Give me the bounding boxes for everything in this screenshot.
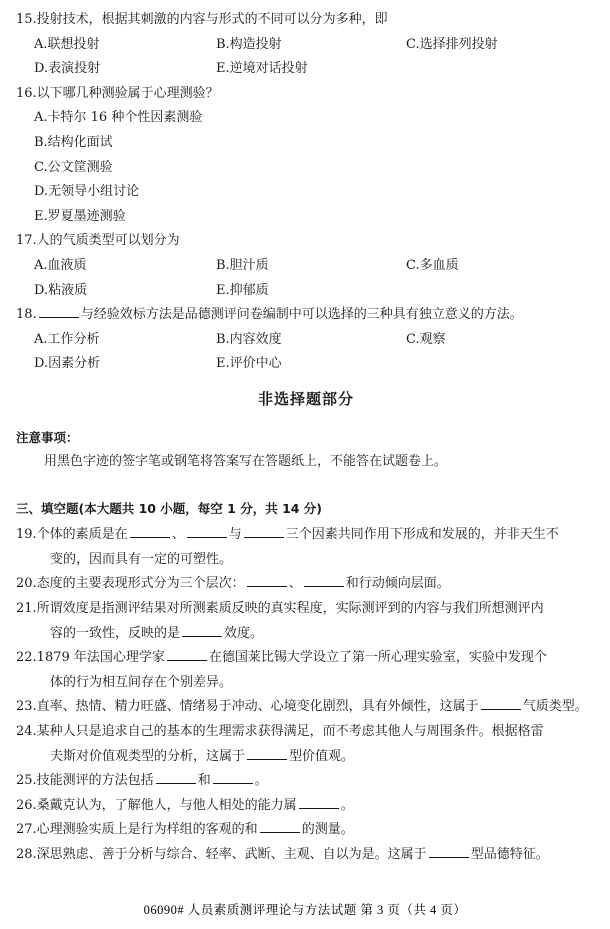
question-20 (16, 572, 596, 597)
stem-text: 20.态度的主要表现形式分为三个层次： (16, 576, 245, 592)
answer-blank (247, 746, 287, 760)
question-line (16, 622, 596, 647)
stem-text: 与经验效标方法是品德测评问卷编制中可以选择的三种具有独立意义的方法。 (80, 307, 523, 323)
stem-text: 。 (340, 797, 354, 813)
options (16, 254, 596, 303)
stem-text: 27.心理测验实质上是行为样组的客观的和 (16, 822, 258, 838)
question-23 (16, 695, 596, 720)
option-c: C.多血质 (406, 257, 459, 273)
question-line (16, 794, 596, 819)
answer-blank (167, 647, 207, 661)
option-c: C.公文筐测验 (34, 159, 113, 175)
option-b: B.胆汁质 (216, 257, 269, 273)
question-25 (16, 769, 596, 794)
question-22 (16, 646, 596, 695)
stem-text: 和行动倾向层面。 (345, 576, 450, 592)
part-heading: 三、填空题(本大题共 10 小题，每空 1 分，共 14 分) (16, 500, 323, 516)
stem-text: 气质类型。 (522, 699, 588, 715)
stem-text: 23.直率、热情、精力旺盛、情绪易于冲动、心境变化剧烈，具有外倾性，这属于 (16, 699, 479, 715)
answer-blank (481, 696, 521, 710)
answer-blank (187, 524, 227, 538)
options (16, 106, 596, 229)
question-line (16, 523, 596, 548)
question-26 (16, 794, 596, 819)
option-a: A.血液质 (34, 257, 87, 273)
option-a: A.联想投射 (34, 36, 100, 52)
stem-text: 22.1879 年法国心理学家 (16, 650, 165, 666)
option-b: B.结构化面试 (34, 134, 113, 150)
answer-blank (429, 844, 469, 858)
answer-blank (213, 770, 253, 784)
question-line (16, 843, 596, 868)
option-d: D.粘液质 (34, 282, 88, 298)
stem-text: 型价值观。 (289, 748, 355, 764)
answer-blank (247, 573, 287, 587)
question-line: 变的，因而具有一定的可塑性。 (50, 551, 233, 567)
stem-text: 、 (288, 576, 302, 592)
question-28 (16, 843, 596, 868)
stem-text: 的测量。 (301, 822, 354, 838)
options (16, 33, 596, 82)
option-a: A.工作分析 (34, 331, 100, 347)
option-b: B.内容效度 (216, 331, 282, 347)
question-stem (16, 303, 596, 328)
stem-text: 26.桑戴克认为，了解他人，与他人相处的能力属 (16, 797, 297, 813)
question-line: 体的行为相互间存在个别差异。 (50, 674, 233, 690)
answer-blank (260, 819, 300, 833)
question-17 (16, 229, 596, 303)
answer-blank (244, 524, 284, 538)
option-b: B.构造投射 (216, 36, 282, 52)
question-stem: 15.投射技术，根据其刺激的内容与形式的不同可以分为多种，即 (16, 12, 388, 27)
stem-text: 夫斯对价值观类型的分析，这属于 (50, 748, 246, 764)
option-e: E.抑郁质 (216, 282, 269, 298)
question-16 (16, 82, 596, 230)
question-stem: 16.以下哪几种测验属于心理测验？ (16, 85, 219, 101)
question-24 (16, 720, 596, 769)
answer-blank (156, 770, 196, 784)
option-d: D.表演投射 (34, 61, 101, 77)
option-c: C.选择排列投射 (406, 36, 498, 52)
option-c: C.观察 (406, 331, 446, 347)
question-line (16, 572, 596, 597)
stem-text: 。 (254, 773, 268, 789)
notice-heading: 注意事项： (16, 429, 79, 445)
question-line (16, 646, 596, 671)
question-number: 18. (16, 307, 37, 323)
question-stem: 17.人的气质类型可以划分为 (16, 233, 180, 249)
answer-blank (39, 304, 79, 318)
question-line (16, 695, 596, 720)
answer-blank (299, 795, 339, 809)
stem-text: 效度。 (224, 625, 264, 641)
option-d: D.因素分析 (34, 356, 101, 372)
stem-text: 在德国莱比锡大学设立了第一所心理实验室，实验中发现个 (208, 650, 547, 666)
page-footer: 06090# 人员素质测评理论与方法试题 第 3 页（共 4 页） (143, 903, 467, 917)
question-21 (16, 597, 596, 646)
stem-text: 19.个体的素质是在 (16, 527, 128, 543)
notice-text: 用黑色字迹的签字笔或钢笔将答案写在答题纸上，不能答在试题卷上。 (44, 454, 448, 470)
answer-blank (304, 573, 344, 587)
options (16, 328, 596, 377)
question-line: 21.所谓效度是指测评结果对所测素质反映的真实程度，实际测评到的内容与我们所想测评内 (16, 601, 544, 617)
option-e: E.罗夏墨迹测验 (34, 208, 126, 224)
question-line (16, 769, 596, 794)
stem-text: 28.深思熟虑、善于分析与综合、轻率、武断、主观、自以为是。这属于 (16, 847, 427, 862)
answer-blank (130, 524, 170, 538)
question-19 (16, 523, 596, 572)
question-15 (16, 8, 596, 82)
question-line: 24.某种人只是追求自己的基本的生理需求获得满足，而不考虑其他人与周围条件。根据格雷 (16, 724, 544, 740)
stem-text: 三个因素共同作用下形成和发展的，并非天生不 (285, 527, 559, 543)
stem-text: 、 (171, 527, 185, 543)
answer-blank (182, 623, 222, 637)
question-18 (16, 303, 596, 377)
stem-text: 和 (197, 773, 211, 789)
question-line (16, 745, 596, 770)
stem-text: 型品德特征。 (470, 847, 549, 862)
option-e: E.逆境对话投射 (216, 61, 308, 77)
stem-text: 与 (228, 527, 242, 543)
option-e: E.评价中心 (216, 356, 282, 372)
question-line (16, 818, 596, 843)
section-title: 非选择题部分 (257, 389, 354, 408)
option-d: D.无领导小组讨论 (34, 184, 140, 200)
stem-text: 25.技能测评的方法包括 (16, 773, 154, 789)
option-a: A.卡特尔 16 种个性因素测验 (34, 110, 203, 126)
stem-text: 容的一致性，反映的是 (50, 625, 181, 641)
question-27 (16, 818, 596, 843)
